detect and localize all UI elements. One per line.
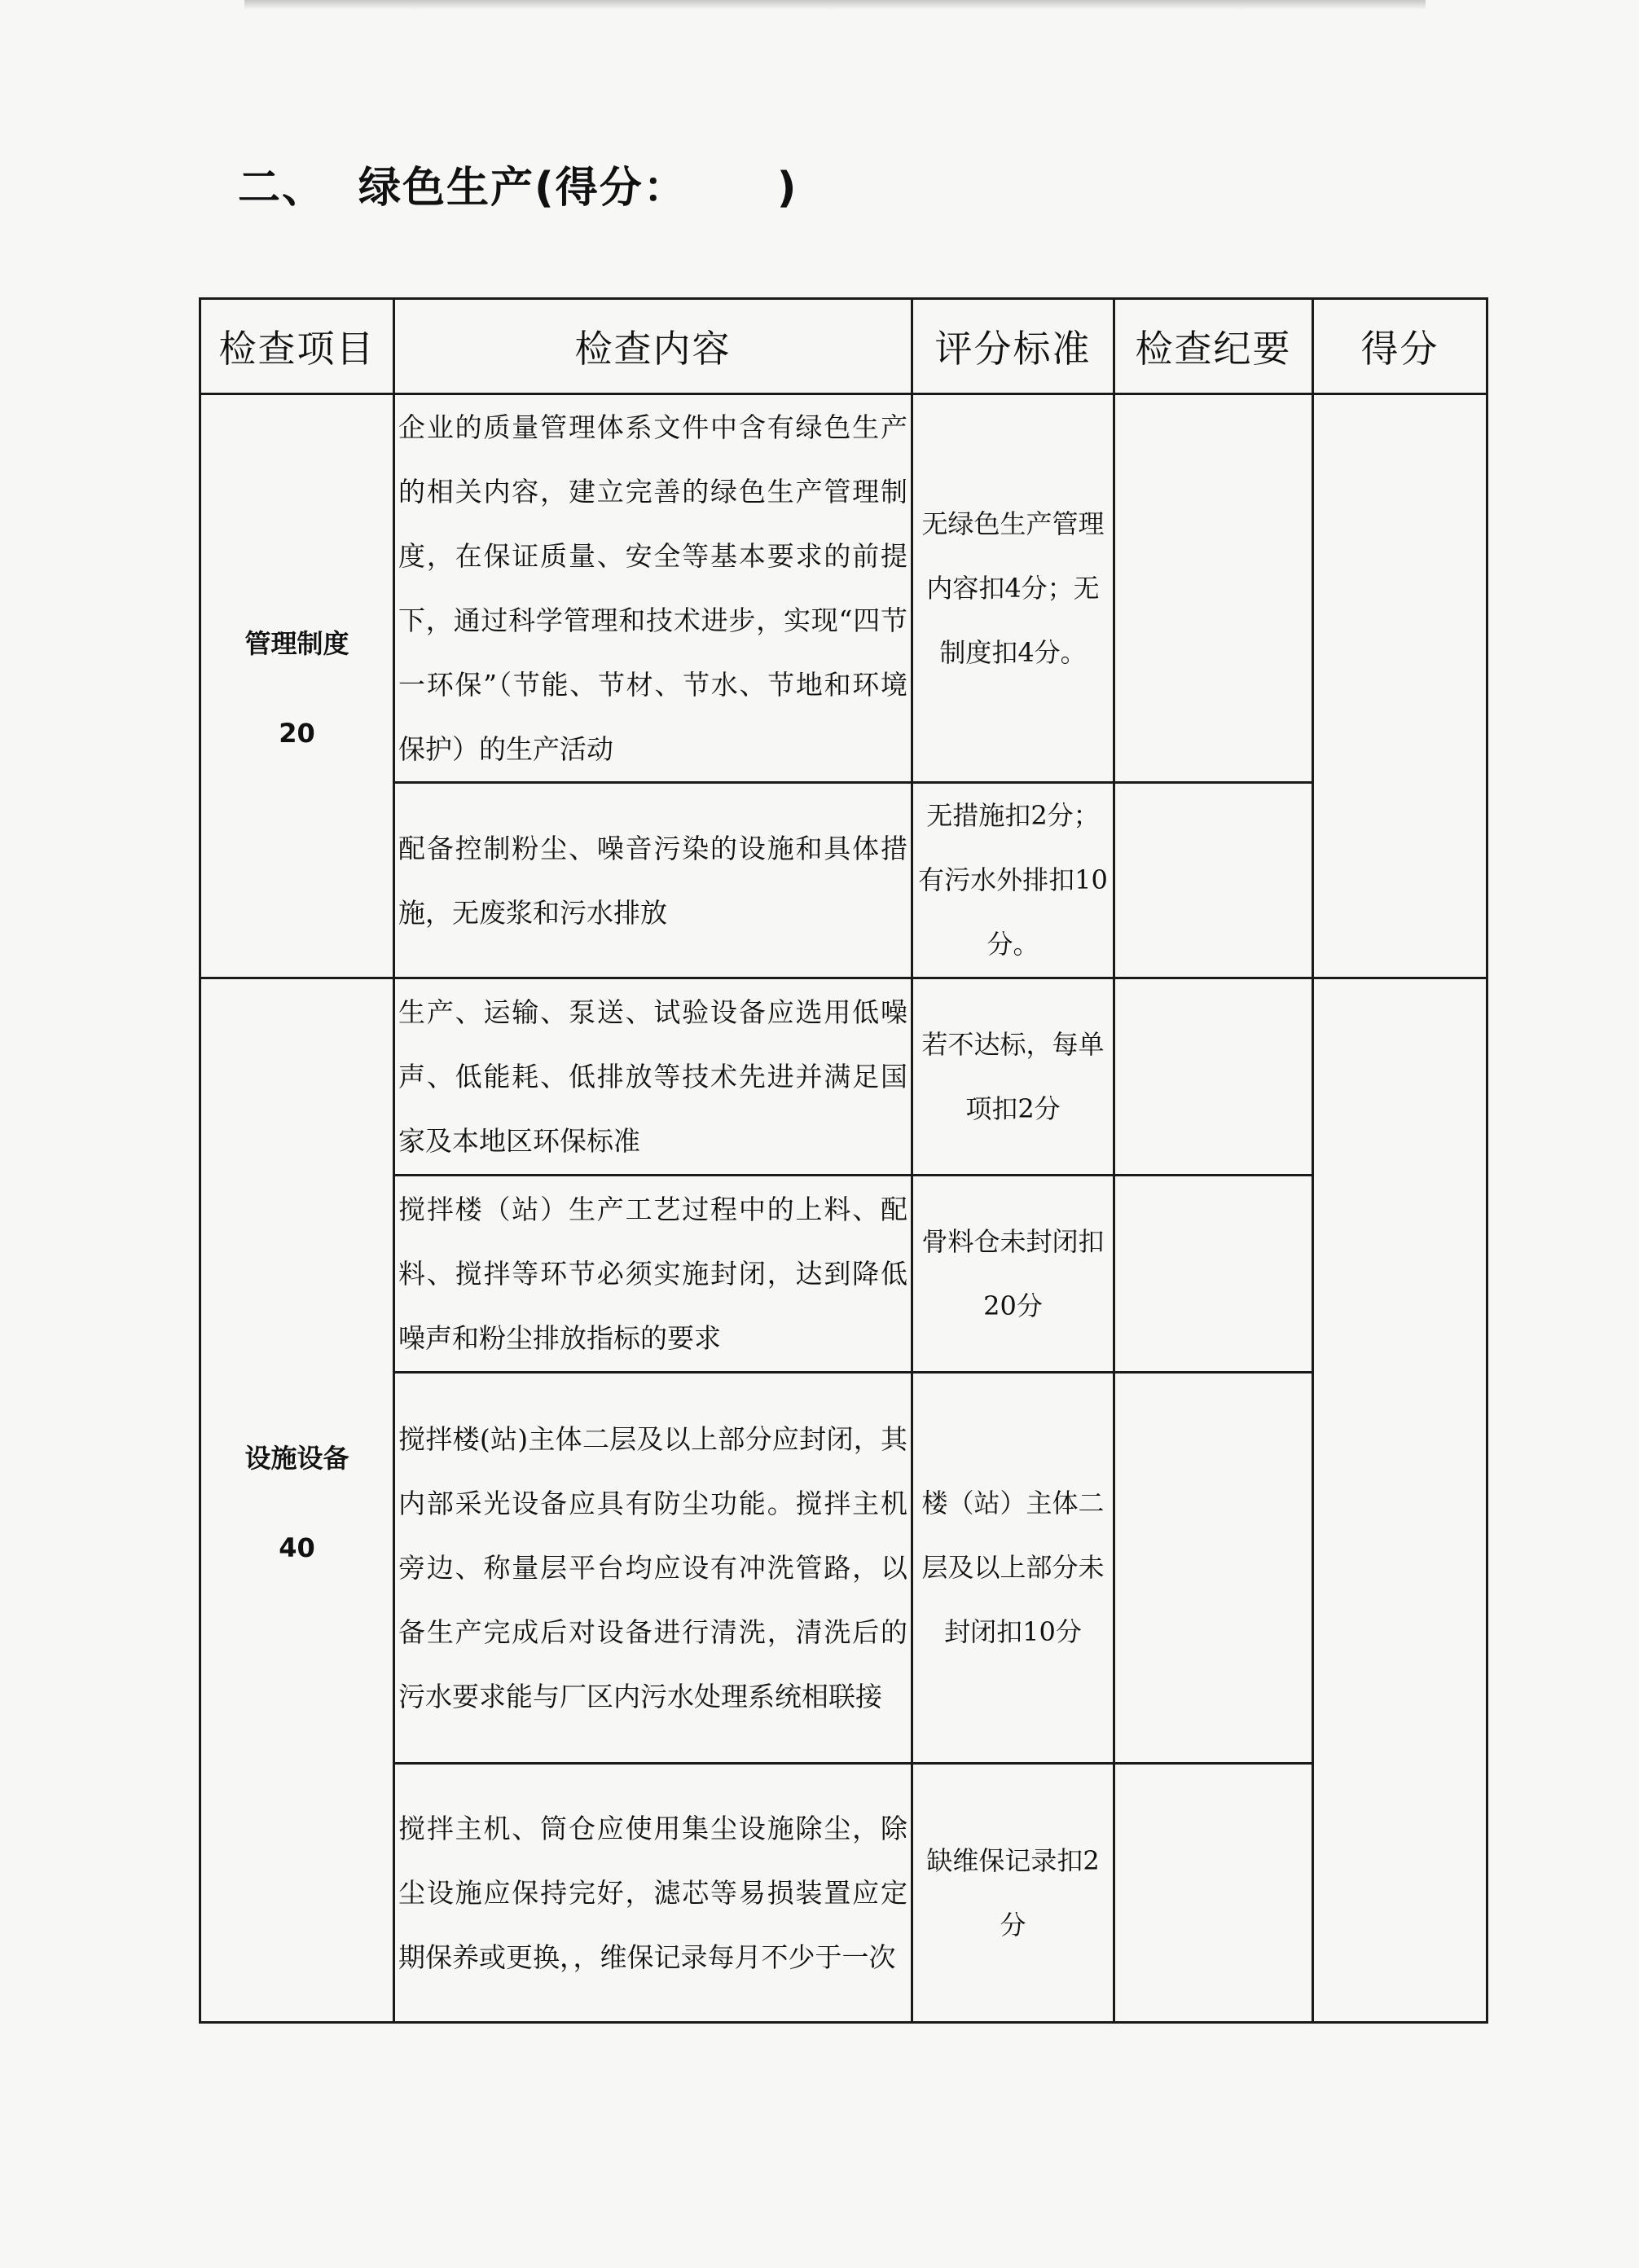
header-notes: 检查纪要: [1114, 299, 1313, 394]
content-cell: 配备控制粉尘、噪音污染的设施和具体措施，无废浆和污水排放: [394, 783, 912, 978]
notes-cell[interactable]: [1114, 1764, 1313, 2023]
table-row: [200, 978, 1487, 1176]
category-cell: [200, 394, 394, 978]
category-name: 管理制度: [244, 628, 349, 659]
notes-cell[interactable]: [1114, 394, 1313, 783]
criteria-cell: 骨料仓未封闭扣20分: [912, 1176, 1114, 1373]
header-row: [200, 299, 1487, 394]
header-item: 检查项目: [200, 299, 394, 394]
header-content: 检查内容: [394, 299, 912, 394]
table-row: [200, 394, 1487, 783]
section-number: 二、: [238, 164, 327, 213]
section-close: ): [776, 164, 798, 213]
category-score: 40: [279, 1532, 315, 1563]
criteria-cell: 楼（站）主体二层及以上部分未封闭扣10分: [912, 1373, 1114, 1764]
notes-cell[interactable]: [1114, 1373, 1313, 1764]
notes-cell[interactable]: [1114, 978, 1313, 1176]
content-cell: 搅拌楼（站）生产工艺过程中的上料、配料、搅拌等环节必须实施封闭，达到降低噪声和粉尘排放指标的要求: [394, 1176, 912, 1373]
category-score: 20: [279, 718, 315, 749]
header-score: 得分: [1313, 299, 1487, 394]
score-cell[interactable]: [1313, 978, 1487, 2023]
scan-edge: [244, 0, 1426, 10]
header-criteria: 评分标准: [912, 299, 1114, 394]
section-heading: [238, 153, 798, 214]
criteria-cell: 若不达标，每单项扣2分: [912, 978, 1114, 1176]
inspection-table: [199, 297, 1488, 2024]
criteria-cell: 无措施扣2分；有污水外排扣10分。: [912, 783, 1114, 978]
score-cell[interactable]: [1313, 394, 1487, 978]
content-cell: 搅拌主机、筒仓应使用集尘设施除尘，除尘设施应保持完好，滤芯等易损装置应定期保养或更换，，维保记录每月不少于一次: [394, 1764, 912, 2023]
category-name: 设施设备: [244, 1442, 349, 1474]
content-cell: 生产、运输、泵送、试验设备应选用低噪声、低能耗、低排放等技术先进并满足国家及本地区环保标准: [394, 978, 912, 1176]
category-cell: [200, 978, 394, 2023]
criteria-cell: 缺维保记录扣2分: [912, 1764, 1114, 2023]
notes-cell[interactable]: [1114, 1176, 1313, 1373]
content-cell: 企业的质量管理体系文件中含有绿色生产的相关内容，建立完善的绿色生产管理制度，在保证质量、安全等基本要求的前提下，通过科学管理和技术进步，实现“四节一环保”（节能、节材、节水、节地和环境保护）的生产活动: [394, 394, 912, 783]
section-title: 绿色生产(得分：: [358, 164, 688, 213]
notes-cell[interactable]: [1114, 783, 1313, 978]
criteria-cell: 无绿色生产管理内容扣4分；无制度扣4分。: [912, 394, 1114, 783]
content-cell: 搅拌楼(站)主体二层及以上部分应封闭，其内部采光设备应具有防尘功能。搅拌主机旁边、称量层平台均应设有冲洗管路，以备生产完成后对设备进行清洗，清洗后的污水要求能与厂区内污水处理系统相联接: [394, 1373, 912, 1764]
